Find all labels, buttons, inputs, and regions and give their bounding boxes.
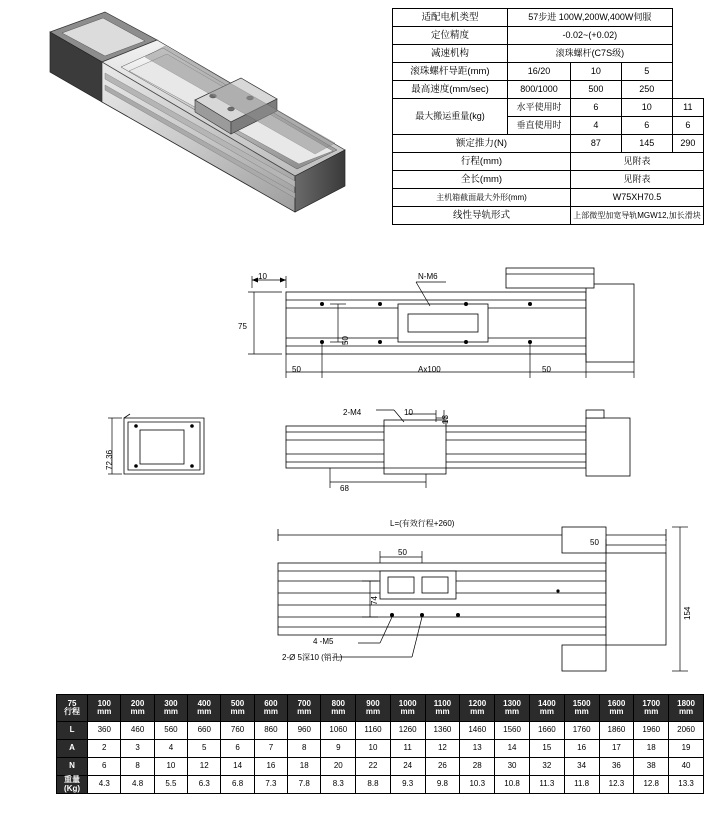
cell: 7 (254, 740, 287, 758)
spec-label: 滚珠螺杆导距(mm) (393, 63, 508, 81)
spec-label: 定位精度 (393, 27, 508, 45)
table-row (393, 189, 704, 207)
cell: 6 (221, 740, 254, 758)
col-header: 800 mm (321, 695, 356, 722)
thread-note-n-m6: N-M6 (418, 272, 438, 281)
spec-value: 290 (672, 135, 703, 153)
dim-mid-10: 10 (404, 408, 413, 417)
col-header-unit: mm (97, 707, 112, 716)
cell: 5.5 (154, 776, 187, 794)
col-header: 500 mm (221, 695, 254, 722)
cell: 5 (188, 740, 221, 758)
table-row (57, 758, 704, 776)
cell: 12 (425, 740, 460, 758)
cell: 34 (564, 758, 599, 776)
cell: 11.3 (529, 776, 564, 794)
cell: 1160 (356, 722, 391, 740)
dim-front-74: 74 (370, 596, 379, 605)
spec-label: 线性导轨形式 (393, 207, 571, 225)
cell: 4 (154, 740, 187, 758)
spec-value: 500 (571, 81, 622, 99)
col-header: 1000 mm (390, 695, 425, 722)
col-header: 1600 mm (599, 695, 634, 722)
front-view-drawing (262, 515, 706, 675)
col-header: 200 mm (121, 695, 154, 722)
spec-sublabel: 水平使用时 (508, 99, 571, 117)
table-row (393, 9, 704, 27)
cell: 1560 (495, 722, 530, 740)
cell: 11.8 (564, 776, 599, 794)
col-header: 1700 mm (634, 695, 669, 722)
spec-label: 最高速度(mm/sec) (393, 81, 508, 99)
cell: 24 (390, 758, 425, 776)
row-label: L (57, 722, 88, 740)
table-row (393, 153, 704, 171)
spec-value: 见附表 (571, 153, 704, 171)
cell: 15 (529, 740, 564, 758)
spec-label: 额定推力(N) (393, 135, 571, 153)
dim-top-75: 75 (238, 322, 247, 331)
stroke-data-table (56, 694, 704, 794)
spec-value: 250 (621, 81, 672, 99)
note-2-m4: 2-M4 (343, 408, 362, 417)
spec-label: 行程(mm) (393, 153, 571, 171)
col-header: 1200 mm (460, 695, 495, 722)
cell: 38 (634, 758, 669, 776)
col-header: 1300 mm (495, 695, 530, 722)
cell: 32 (529, 758, 564, 776)
cell: 36 (599, 758, 634, 776)
dim-mid-13: 13 (441, 415, 450, 424)
cell: 860 (254, 722, 287, 740)
cell: 9 (321, 740, 356, 758)
cell: 4.3 (88, 776, 121, 794)
spec-label: 最大搬运重量(kg) (393, 99, 508, 135)
cell: 16 (254, 758, 287, 776)
spec-value: -0.02~(+0.02) (508, 27, 673, 45)
cell: 2060 (669, 722, 704, 740)
row-label: 重量 (Kg) (57, 776, 88, 794)
spec-label: 主机箱截面最大外形(mm) (393, 189, 571, 207)
cell: 7.3 (254, 776, 287, 794)
spec-value: W75XH70.5 (571, 189, 704, 207)
cell: 4.8 (121, 776, 154, 794)
table-row (393, 99, 704, 117)
cell: 11 (390, 740, 425, 758)
cell: 10 (154, 758, 187, 776)
cell: 40 (669, 758, 704, 776)
spec-label: 全长(mm) (393, 171, 571, 189)
cell: 1060 (321, 722, 356, 740)
cell: 18 (288, 758, 321, 776)
cell: 8.8 (356, 776, 391, 794)
cell: 16 (564, 740, 599, 758)
cell: 8 (288, 740, 321, 758)
spec-value: 57步进 100W,200W,400W伺服 (508, 9, 673, 27)
spec-value: 10 (621, 99, 672, 117)
cell: 2 (88, 740, 121, 758)
dim-top-50-left: 50 (292, 365, 301, 374)
dim-top-50-inner: 50 (341, 336, 350, 345)
dim-mid-68: 68 (340, 484, 349, 493)
cell: 12 (188, 758, 221, 776)
spec-value: 800/1000 (508, 81, 571, 99)
corner-label-bottom: 行程 (64, 707, 81, 716)
cell: 12.3 (599, 776, 634, 794)
dim-front-50-right: 50 (590, 538, 599, 547)
cell: 17 (599, 740, 634, 758)
cell: 1960 (634, 722, 669, 740)
cell: 13 (460, 740, 495, 758)
table-row (393, 45, 704, 63)
cell: 760 (221, 722, 254, 740)
col-header: 1800 mm (669, 695, 704, 722)
cell: 460 (121, 722, 154, 740)
spec-value: 上部微型加宽导轨MGW12,加长滑块 (571, 207, 704, 225)
cell: 3 (121, 740, 154, 758)
col-header: 600 mm (254, 695, 287, 722)
spec-label: 适配电机类型 (393, 9, 508, 27)
col-header: 1100 mm (425, 695, 460, 722)
spec-value: 6 (621, 117, 672, 135)
note-dowel-hole: 2-Ø 5深10 (销孔) (282, 653, 343, 662)
isometric-product-illustration (45, 10, 375, 235)
col-header: 1400 mm (529, 695, 564, 722)
cell: 22 (356, 758, 391, 776)
cell: 1260 (390, 722, 425, 740)
col-header: 300 mm (154, 695, 187, 722)
cell: 960 (288, 722, 321, 740)
cell: 6.3 (188, 776, 221, 794)
spec-value: 5 (621, 63, 672, 81)
dim-front-154: 154 (683, 606, 692, 620)
cell: 30 (495, 758, 530, 776)
table-row (393, 207, 704, 225)
col-header: 1500 mm (564, 695, 599, 722)
cell: 13.3 (669, 776, 704, 794)
spec-value: 87 (571, 135, 622, 153)
col-header-num: 100 (97, 698, 111, 708)
cell: 7.8 (288, 776, 321, 794)
cell: 10.8 (495, 776, 530, 794)
cell: 1760 (564, 722, 599, 740)
cell: 9.3 (390, 776, 425, 794)
table-row (393, 135, 704, 153)
spec-value: 16/20 (508, 63, 571, 81)
dim-front-50-left: 50 (398, 548, 407, 557)
cell: 14 (495, 740, 530, 758)
end-view-drawing (100, 412, 230, 487)
cell: 6 (88, 758, 121, 776)
table-row (393, 171, 704, 189)
table-header-row (57, 695, 704, 722)
col-header: 700 mm (288, 695, 321, 722)
spec-value: 145 (621, 135, 672, 153)
specification-table (392, 8, 704, 225)
cell: 26 (425, 758, 460, 776)
cell: 1860 (599, 722, 634, 740)
cell: 14 (221, 758, 254, 776)
spec-value: 4 (571, 117, 622, 135)
spec-sublabel: 垂直使用时 (508, 117, 571, 135)
spec-value: 6 (672, 117, 703, 135)
cell: 8 (121, 758, 154, 776)
cell: 560 (154, 722, 187, 740)
corner-label-top: 75 (67, 698, 77, 708)
spec-value: 见附表 (571, 171, 704, 189)
row-label: N (57, 758, 88, 776)
cell: 660 (188, 722, 221, 740)
spec-value: 11 (672, 99, 703, 117)
table-row (57, 776, 704, 794)
cell: 1660 (529, 722, 564, 740)
col-header: 400 mm (188, 695, 221, 722)
dim-top-10: 10 (258, 272, 267, 281)
note-4-m5: 4 -M5 (313, 637, 334, 646)
cell: 1460 (460, 722, 495, 740)
cell: 360 (88, 722, 121, 740)
cell: 10 (356, 740, 391, 758)
cell: 18 (634, 740, 669, 758)
spec-value: 10 (571, 63, 622, 81)
table-row (57, 740, 704, 758)
spec-value: 6 (571, 99, 622, 117)
col-header: 900 mm (356, 695, 391, 722)
cell: 12.8 (634, 776, 669, 794)
dim-top-50-right: 50 (542, 365, 551, 374)
cell: 10.3 (460, 776, 495, 794)
row-label: A (57, 740, 88, 758)
cell: 20 (321, 758, 356, 776)
cell: 8.3 (321, 776, 356, 794)
table-row (393, 63, 704, 81)
corner-header (57, 695, 88, 722)
table-row (393, 27, 704, 45)
dim-side-72-36: 72.36 (105, 449, 114, 470)
table-row (57, 722, 704, 740)
spec-value: 滚珠螺杆(C7S级) (508, 45, 673, 63)
cell: 19 (669, 740, 704, 758)
col-header (88, 695, 121, 722)
cell: 6.8 (221, 776, 254, 794)
cell: 28 (460, 758, 495, 776)
cell: 1360 (425, 722, 460, 740)
length-note: L=(有效行程+260) (390, 519, 455, 528)
spec-label: 减速机构 (393, 45, 508, 63)
cell: 9.8 (425, 776, 460, 794)
table-row (393, 81, 704, 99)
dim-top-axis: Ax100 (418, 365, 441, 374)
